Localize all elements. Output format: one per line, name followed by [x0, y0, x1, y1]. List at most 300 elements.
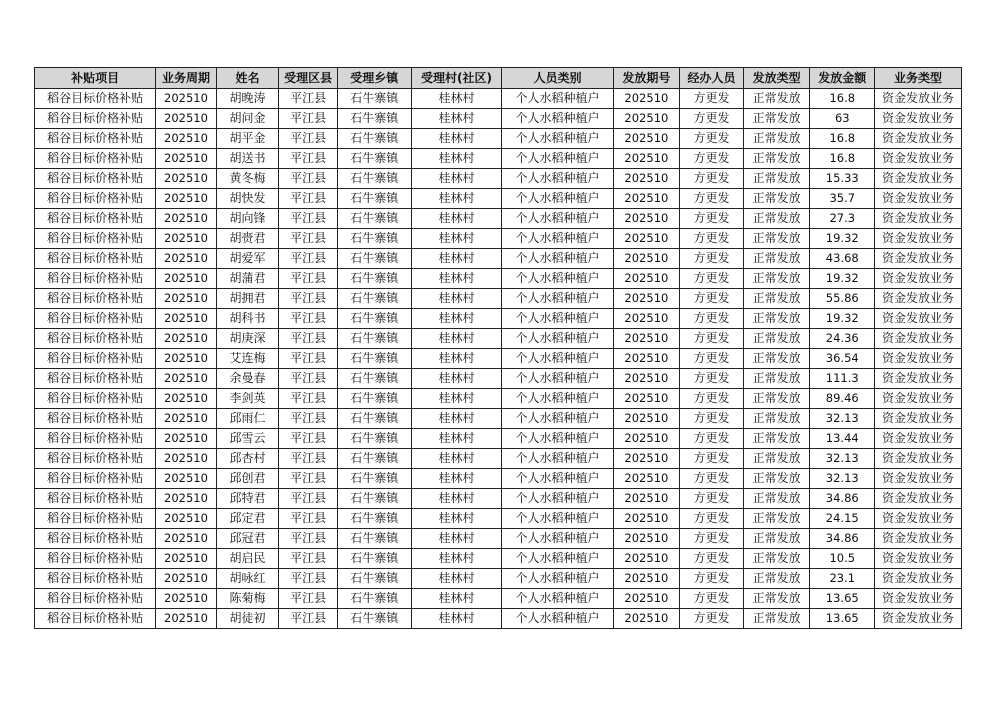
business-type-cell: 资金发放业务 — [875, 129, 962, 149]
county-cell: 平江县 — [279, 369, 338, 389]
handler-cell: 方更发 — [680, 209, 744, 229]
col-header-business-type: 业务类型 — [875, 68, 962, 89]
village-cell: 桂林村 — [411, 289, 502, 309]
county-cell: 平江县 — [279, 249, 338, 269]
table-row — [35, 329, 962, 349]
issue-type-cell: 正常发放 — [743, 529, 810, 549]
village-cell: 桂林村 — [411, 349, 502, 369]
amount-cell: 19.32 — [810, 269, 875, 289]
business-type-cell: 资金发放业务 — [875, 89, 962, 109]
issue-number-cell: 202510 — [613, 489, 680, 509]
name-cell: 邱杏村 — [216, 449, 279, 469]
period-cell: 202510 — [156, 109, 217, 129]
table-row — [35, 409, 962, 429]
issue-type-cell: 正常发放 — [743, 609, 810, 629]
amount-cell: 19.32 — [810, 309, 875, 329]
business-type-cell: 资金发放业务 — [875, 489, 962, 509]
business-type-cell: 资金发放业务 — [875, 529, 962, 549]
name-cell: 邱定君 — [216, 509, 279, 529]
subsidy-item-cell: 稻谷目标价格补贴 — [35, 369, 156, 389]
period-cell: 202510 — [156, 289, 217, 309]
county-cell: 平江县 — [279, 289, 338, 309]
table-row — [35, 389, 962, 409]
village-cell: 桂林村 — [411, 529, 502, 549]
issue-number-cell: 202510 — [613, 309, 680, 329]
amount-cell: 23.1 — [810, 569, 875, 589]
period-cell: 202510 — [156, 389, 217, 409]
issue-number-cell: 202510 — [613, 609, 680, 629]
category-cell: 个人水稻种植户 — [502, 549, 613, 569]
county-cell: 平江县 — [279, 529, 338, 549]
category-cell: 个人水稻种植户 — [502, 89, 613, 109]
table-row — [35, 449, 962, 469]
business-type-cell: 资金发放业务 — [875, 509, 962, 529]
period-cell: 202510 — [156, 349, 217, 369]
village-cell: 桂林村 — [411, 489, 502, 509]
issue-number-cell: 202510 — [613, 249, 680, 269]
issue-type-cell: 正常发放 — [743, 509, 810, 529]
township-cell: 石牛寨镇 — [337, 529, 411, 549]
table-row — [35, 309, 962, 329]
handler-cell: 方更发 — [680, 249, 744, 269]
business-type-cell: 资金发放业务 — [875, 229, 962, 249]
amount-cell: 111.3 — [810, 369, 875, 389]
col-header-subsidy-item: 补贴项目 — [35, 68, 156, 89]
subsidy-item-cell: 稻谷目标价格补贴 — [35, 169, 156, 189]
subsidy-item-cell: 稻谷目标价格补贴 — [35, 229, 156, 249]
village-cell: 桂林村 — [411, 329, 502, 349]
issue-type-cell: 正常发放 — [743, 589, 810, 609]
name-cell: 李剑英 — [216, 389, 279, 409]
period-cell: 202510 — [156, 589, 217, 609]
table-row — [35, 289, 962, 309]
table-row — [35, 349, 962, 369]
issue-number-cell: 202510 — [613, 329, 680, 349]
subsidy-item-cell: 稻谷目标价格补贴 — [35, 269, 156, 289]
name-cell: 胡蒲君 — [216, 269, 279, 289]
village-cell: 桂林村 — [411, 209, 502, 229]
handler-cell: 方更发 — [680, 609, 744, 629]
period-cell: 202510 — [156, 429, 217, 449]
county-cell: 平江县 — [279, 309, 338, 329]
county-cell: 平江县 — [279, 189, 338, 209]
issue-number-cell: 202510 — [613, 189, 680, 209]
village-cell: 桂林村 — [411, 109, 502, 129]
issue-number-cell: 202510 — [613, 89, 680, 109]
village-cell: 桂林村 — [411, 269, 502, 289]
name-cell: 胡拥君 — [216, 289, 279, 309]
amount-cell: 24.36 — [810, 329, 875, 349]
period-cell: 202510 — [156, 569, 217, 589]
table-row — [35, 569, 962, 589]
table-row — [35, 269, 962, 289]
issue-number-cell: 202510 — [613, 229, 680, 249]
category-cell: 个人水稻种植户 — [502, 429, 613, 449]
amount-cell: 63 — [810, 109, 875, 129]
subsidy-item-cell: 稻谷目标价格补贴 — [35, 89, 156, 109]
issue-type-cell: 正常发放 — [743, 569, 810, 589]
name-cell: 黄冬梅 — [216, 169, 279, 189]
village-cell: 桂林村 — [411, 149, 502, 169]
subsidy-item-cell: 稻谷目标价格补贴 — [35, 349, 156, 369]
business-type-cell: 资金发放业务 — [875, 169, 962, 189]
amount-cell: 32.13 — [810, 469, 875, 489]
period-cell: 202510 — [156, 469, 217, 489]
county-cell: 平江县 — [279, 169, 338, 189]
period-cell: 202510 — [156, 189, 217, 209]
township-cell: 石牛寨镇 — [337, 469, 411, 489]
period-cell: 202510 — [156, 229, 217, 249]
table-row — [35, 189, 962, 209]
business-type-cell: 资金发放业务 — [875, 309, 962, 329]
period-cell: 202510 — [156, 449, 217, 469]
period-cell: 202510 — [156, 89, 217, 109]
business-type-cell: 资金发放业务 — [875, 609, 962, 629]
county-cell: 平江县 — [279, 549, 338, 569]
period-cell: 202510 — [156, 209, 217, 229]
issue-number-cell: 202510 — [613, 449, 680, 469]
county-cell: 平江县 — [279, 329, 338, 349]
issue-number-cell: 202510 — [613, 429, 680, 449]
township-cell: 石牛寨镇 — [337, 109, 411, 129]
col-header-township: 受理乡镇 — [337, 68, 411, 89]
issue-number-cell: 202510 — [613, 549, 680, 569]
village-cell: 桂林村 — [411, 229, 502, 249]
name-cell: 邱特君 — [216, 489, 279, 509]
village-cell: 桂林村 — [411, 429, 502, 449]
amount-cell: 13.65 — [810, 609, 875, 629]
township-cell: 石牛寨镇 — [337, 89, 411, 109]
county-cell: 平江县 — [279, 89, 338, 109]
handler-cell: 方更发 — [680, 509, 744, 529]
business-type-cell: 资金发放业务 — [875, 149, 962, 169]
village-cell: 桂林村 — [411, 309, 502, 329]
amount-cell: 89.46 — [810, 389, 875, 409]
col-header-issue-type: 发放类型 — [743, 68, 810, 89]
col-header-handler: 经办人员 — [680, 68, 744, 89]
name-cell: 胡快发 — [216, 189, 279, 209]
handler-cell: 方更发 — [680, 469, 744, 489]
category-cell: 个人水稻种植户 — [502, 369, 613, 389]
subsidy-item-cell: 稻谷目标价格补贴 — [35, 149, 156, 169]
subsidy-item-cell: 稻谷目标价格补贴 — [35, 189, 156, 209]
col-header-amount: 发放金额 — [810, 68, 875, 89]
name-cell: 胡徒初 — [216, 609, 279, 629]
handler-cell: 方更发 — [680, 289, 744, 309]
name-cell: 邱雨仁 — [216, 409, 279, 429]
category-cell: 个人水稻种植户 — [502, 609, 613, 629]
township-cell: 石牛寨镇 — [337, 229, 411, 249]
township-cell: 石牛寨镇 — [337, 589, 411, 609]
handler-cell: 方更发 — [680, 269, 744, 289]
business-type-cell: 资金发放业务 — [875, 349, 962, 369]
period-cell: 202510 — [156, 489, 217, 509]
issue-type-cell: 正常发放 — [743, 249, 810, 269]
county-cell: 平江县 — [279, 449, 338, 469]
amount-cell: 32.13 — [810, 449, 875, 469]
issue-type-cell: 正常发放 — [743, 269, 810, 289]
business-type-cell: 资金发放业务 — [875, 589, 962, 609]
village-cell: 桂林村 — [411, 469, 502, 489]
amount-cell: 36.54 — [810, 349, 875, 369]
issue-type-cell: 正常发放 — [743, 489, 810, 509]
county-cell: 平江县 — [279, 429, 338, 449]
amount-cell: 16.8 — [810, 129, 875, 149]
subsidy-payment-table — [34, 67, 962, 629]
issue-number-cell: 202510 — [613, 149, 680, 169]
table-row — [35, 429, 962, 449]
village-cell: 桂林村 — [411, 409, 502, 429]
township-cell: 石牛寨镇 — [337, 209, 411, 229]
county-cell: 平江县 — [279, 509, 338, 529]
col-header-issue-number: 发放期号 — [613, 68, 680, 89]
subsidy-item-cell: 稻谷目标价格补贴 — [35, 509, 156, 529]
handler-cell: 方更发 — [680, 489, 744, 509]
township-cell: 石牛寨镇 — [337, 149, 411, 169]
township-cell: 石牛寨镇 — [337, 449, 411, 469]
township-cell: 石牛寨镇 — [337, 569, 411, 589]
village-cell: 桂林村 — [411, 129, 502, 149]
table-row — [35, 369, 962, 389]
subsidy-item-cell: 稻谷目标价格补贴 — [35, 289, 156, 309]
issue-type-cell: 正常发放 — [743, 469, 810, 489]
name-cell: 胡问金 — [216, 109, 279, 129]
township-cell: 石牛寨镇 — [337, 249, 411, 269]
business-type-cell: 资金发放业务 — [875, 569, 962, 589]
business-type-cell: 资金发放业务 — [875, 389, 962, 409]
amount-cell: 16.8 — [810, 89, 875, 109]
period-cell: 202510 — [156, 129, 217, 149]
issue-type-cell: 正常发放 — [743, 349, 810, 369]
handler-cell: 方更发 — [680, 149, 744, 169]
category-cell: 个人水稻种植户 — [502, 169, 613, 189]
table-row — [35, 609, 962, 629]
issue-number-cell: 202510 — [613, 369, 680, 389]
county-cell: 平江县 — [279, 149, 338, 169]
village-cell: 桂林村 — [411, 369, 502, 389]
table-row — [35, 489, 962, 509]
period-cell: 202510 — [156, 549, 217, 569]
subsidy-item-cell: 稻谷目标价格补贴 — [35, 489, 156, 509]
village-cell: 桂林村 — [411, 609, 502, 629]
amount-cell: 35.7 — [810, 189, 875, 209]
category-cell: 个人水稻种植户 — [502, 489, 613, 509]
handler-cell: 方更发 — [680, 569, 744, 589]
issue-type-cell: 正常发放 — [743, 109, 810, 129]
handler-cell: 方更发 — [680, 229, 744, 249]
township-cell: 石牛寨镇 — [337, 269, 411, 289]
village-cell: 桂林村 — [411, 389, 502, 409]
category-cell: 个人水稻种植户 — [502, 189, 613, 209]
name-cell: 胡赍君 — [216, 229, 279, 249]
business-type-cell: 资金发放业务 — [875, 449, 962, 469]
issue-type-cell: 正常发放 — [743, 289, 810, 309]
category-cell: 个人水稻种植户 — [502, 129, 613, 149]
business-type-cell: 资金发放业务 — [875, 289, 962, 309]
subsidy-item-cell: 稻谷目标价格补贴 — [35, 549, 156, 569]
handler-cell: 方更发 — [680, 329, 744, 349]
category-cell: 个人水稻种植户 — [502, 389, 613, 409]
category-cell: 个人水稻种植户 — [502, 589, 613, 609]
subsidy-item-cell: 稻谷目标价格补贴 — [35, 409, 156, 429]
category-cell: 个人水稻种植户 — [502, 249, 613, 269]
issue-type-cell: 正常发放 — [743, 129, 810, 149]
table-row — [35, 549, 962, 569]
handler-cell: 方更发 — [680, 349, 744, 369]
issue-type-cell: 正常发放 — [743, 149, 810, 169]
category-cell: 个人水稻种植户 — [502, 509, 613, 529]
business-type-cell: 资金发放业务 — [875, 209, 962, 229]
name-cell: 胡平金 — [216, 129, 279, 149]
issue-number-cell: 202510 — [613, 569, 680, 589]
business-type-cell: 资金发放业务 — [875, 269, 962, 289]
amount-cell: 27.3 — [810, 209, 875, 229]
county-cell: 平江县 — [279, 569, 338, 589]
amount-cell: 55.86 — [810, 289, 875, 309]
issue-number-cell: 202510 — [613, 129, 680, 149]
name-cell: 胡向锋 — [216, 209, 279, 229]
business-type-cell: 资金发放业务 — [875, 369, 962, 389]
category-cell: 个人水稻种植户 — [502, 269, 613, 289]
township-cell: 石牛寨镇 — [337, 329, 411, 349]
village-cell: 桂林村 — [411, 189, 502, 209]
issue-number-cell: 202510 — [613, 409, 680, 429]
issue-number-cell: 202510 — [613, 289, 680, 309]
village-cell: 桂林村 — [411, 169, 502, 189]
name-cell: 邱冠君 — [216, 529, 279, 549]
name-cell: 邱雪云 — [216, 429, 279, 449]
township-cell: 石牛寨镇 — [337, 189, 411, 209]
subsidy-item-cell: 稻谷目标价格补贴 — [35, 609, 156, 629]
period-cell: 202510 — [156, 609, 217, 629]
village-cell: 桂林村 — [411, 449, 502, 469]
category-cell: 个人水稻种植户 — [502, 209, 613, 229]
county-cell: 平江县 — [279, 389, 338, 409]
county-cell: 平江县 — [279, 469, 338, 489]
col-header-name: 姓名 — [216, 68, 279, 89]
period-cell: 202510 — [156, 149, 217, 169]
county-cell: 平江县 — [279, 209, 338, 229]
table-row — [35, 169, 962, 189]
name-cell: 陈菊梅 — [216, 589, 279, 609]
issue-type-cell: 正常发放 — [743, 389, 810, 409]
issue-number-cell: 202510 — [613, 469, 680, 489]
handler-cell: 方更发 — [680, 409, 744, 429]
issue-type-cell: 正常发放 — [743, 329, 810, 349]
period-cell: 202510 — [156, 249, 217, 269]
issue-number-cell: 202510 — [613, 589, 680, 609]
township-cell: 石牛寨镇 — [337, 429, 411, 449]
business-type-cell: 资金发放业务 — [875, 249, 962, 269]
amount-cell: 19.32 — [810, 229, 875, 249]
category-cell: 个人水稻种植户 — [502, 229, 613, 249]
handler-cell: 方更发 — [680, 89, 744, 109]
name-cell: 胡爱军 — [216, 249, 279, 269]
subsidy-item-cell: 稻谷目标价格补贴 — [35, 429, 156, 449]
category-cell: 个人水稻种植户 — [502, 149, 613, 169]
period-cell: 202510 — [156, 269, 217, 289]
subsidy-item-cell: 稻谷目标价格补贴 — [35, 329, 156, 349]
table-row — [35, 589, 962, 609]
category-cell: 个人水稻种植户 — [502, 469, 613, 489]
township-cell: 石牛寨镇 — [337, 169, 411, 189]
business-type-cell: 资金发放业务 — [875, 549, 962, 569]
township-cell: 石牛寨镇 — [337, 369, 411, 389]
township-cell: 石牛寨镇 — [337, 609, 411, 629]
handler-cell: 方更发 — [680, 449, 744, 469]
issue-type-cell: 正常发放 — [743, 169, 810, 189]
county-cell: 平江县 — [279, 589, 338, 609]
issue-number-cell: 202510 — [613, 109, 680, 129]
period-cell: 202510 — [156, 369, 217, 389]
handler-cell: 方更发 — [680, 129, 744, 149]
table-row — [35, 249, 962, 269]
period-cell: 202510 — [156, 309, 217, 329]
amount-cell: 24.15 — [810, 509, 875, 529]
subsidy-item-cell: 稻谷目标价格补贴 — [35, 249, 156, 269]
period-cell: 202510 — [156, 529, 217, 549]
village-cell: 桂林村 — [411, 509, 502, 529]
handler-cell: 方更发 — [680, 389, 744, 409]
township-cell: 石牛寨镇 — [337, 129, 411, 149]
category-cell: 个人水稻种植户 — [502, 529, 613, 549]
amount-cell: 15.33 — [810, 169, 875, 189]
table-row — [35, 229, 962, 249]
township-cell: 石牛寨镇 — [337, 349, 411, 369]
category-cell: 个人水稻种植户 — [502, 349, 613, 369]
name-cell: 胡晚涛 — [216, 89, 279, 109]
table-row — [35, 209, 962, 229]
subsidy-item-cell: 稻谷目标价格补贴 — [35, 469, 156, 489]
township-cell: 石牛寨镇 — [337, 489, 411, 509]
handler-cell: 方更发 — [680, 369, 744, 389]
issue-number-cell: 202510 — [613, 389, 680, 409]
village-cell: 桂林村 — [411, 89, 502, 109]
table-row — [35, 129, 962, 149]
period-cell: 202510 — [156, 409, 217, 429]
period-cell: 202510 — [156, 169, 217, 189]
table-row — [35, 529, 962, 549]
business-type-cell: 资金发放业务 — [875, 109, 962, 129]
amount-cell: 16.8 — [810, 149, 875, 169]
subsidy-item-cell: 稻谷目标价格补贴 — [35, 449, 156, 469]
handler-cell: 方更发 — [680, 169, 744, 189]
township-cell: 石牛寨镇 — [337, 409, 411, 429]
name-cell: 胡咏红 — [216, 569, 279, 589]
issue-number-cell: 202510 — [613, 209, 680, 229]
business-type-cell: 资金发放业务 — [875, 329, 962, 349]
subsidy-item-cell: 稻谷目标价格补贴 — [35, 309, 156, 329]
table-row — [35, 89, 962, 109]
village-cell: 桂林村 — [411, 589, 502, 609]
name-cell: 余曼春 — [216, 369, 279, 389]
village-cell: 桂林村 — [411, 549, 502, 569]
table-header-row — [35, 68, 962, 89]
subsidy-item-cell: 稻谷目标价格补贴 — [35, 569, 156, 589]
issue-type-cell: 正常发放 — [743, 89, 810, 109]
subsidy-item-cell: 稻谷目标价格补贴 — [35, 389, 156, 409]
issue-number-cell: 202510 — [613, 269, 680, 289]
category-cell: 个人水稻种植户 — [502, 569, 613, 589]
handler-cell: 方更发 — [680, 189, 744, 209]
period-cell: 202510 — [156, 509, 217, 529]
county-cell: 平江县 — [279, 609, 338, 629]
issue-number-cell: 202510 — [613, 349, 680, 369]
handler-cell: 方更发 — [680, 549, 744, 569]
amount-cell: 32.13 — [810, 409, 875, 429]
business-type-cell: 资金发放业务 — [875, 409, 962, 429]
issue-number-cell: 202510 — [613, 509, 680, 529]
